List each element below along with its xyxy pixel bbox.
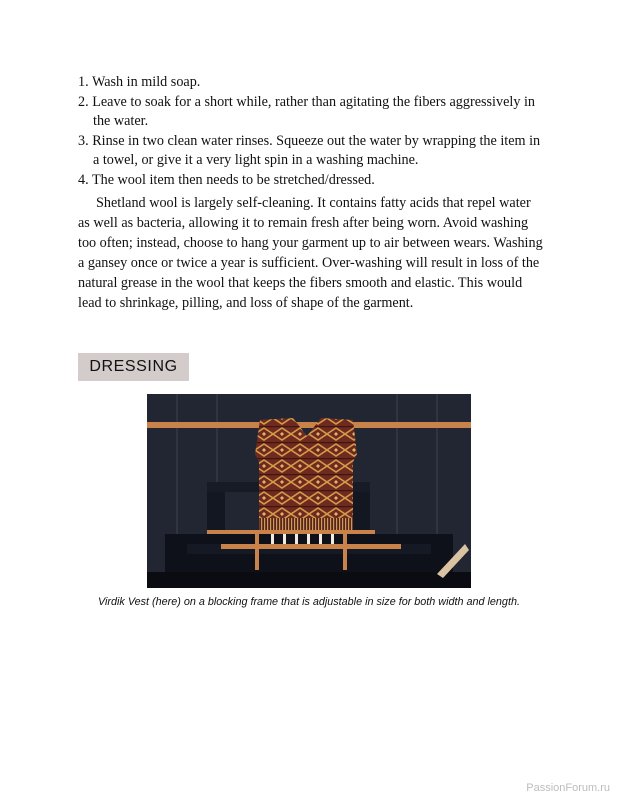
vest-illustration — [147, 394, 471, 588]
washing-steps-list — [78, 73, 548, 191]
step-text: The wool item then needs to be stretched/dressed. — [91, 171, 375, 188]
step-number: 2. — [78, 93, 89, 110]
vest-photo — [147, 394, 471, 588]
step-number: 1. — [78, 74, 89, 90]
list-item — [78, 132, 548, 171]
list-item — [78, 73, 548, 93]
photo-caption: Virdik Vest (here) on a blocking frame that is adjustable in size for both width and length. — [98, 596, 520, 608]
step-text: Leave to soak for a short while, rather than agitating the fibers aggressively in the water. — [92, 93, 536, 130]
section-heading-label: DRESSING — [89, 358, 178, 375]
body-paragraph: Shetland wool is largely self-cleaning. It contains fatty acids that repel water as well as bacteria, allowing it to remain fresh after being worn. Avoid washing too often; instead, choose to hang your garment up to air between wears. Washing a gansey once or twice a year is sufficient. Over-washing will result in loss of the natural grease in the wool that keeps the fibers smooth and elastic. This would lead to shrinkage, pilling, and loss of shape of the garment. — [78, 195, 543, 311]
section-heading — [78, 353, 189, 381]
watermark: PassionForum.ru — [526, 782, 610, 794]
list-item — [78, 171, 548, 191]
step-text: Rinse in two clean water rinses. Squeeze out the water by wrapping the item in a towel, or give it a very light spin in a washing machine. — [92, 132, 541, 169]
step-text: Wash in mild soap. — [91, 74, 201, 90]
step-number: 4. — [78, 171, 89, 188]
list-item — [78, 93, 548, 132]
step-number: 3. — [78, 132, 89, 149]
